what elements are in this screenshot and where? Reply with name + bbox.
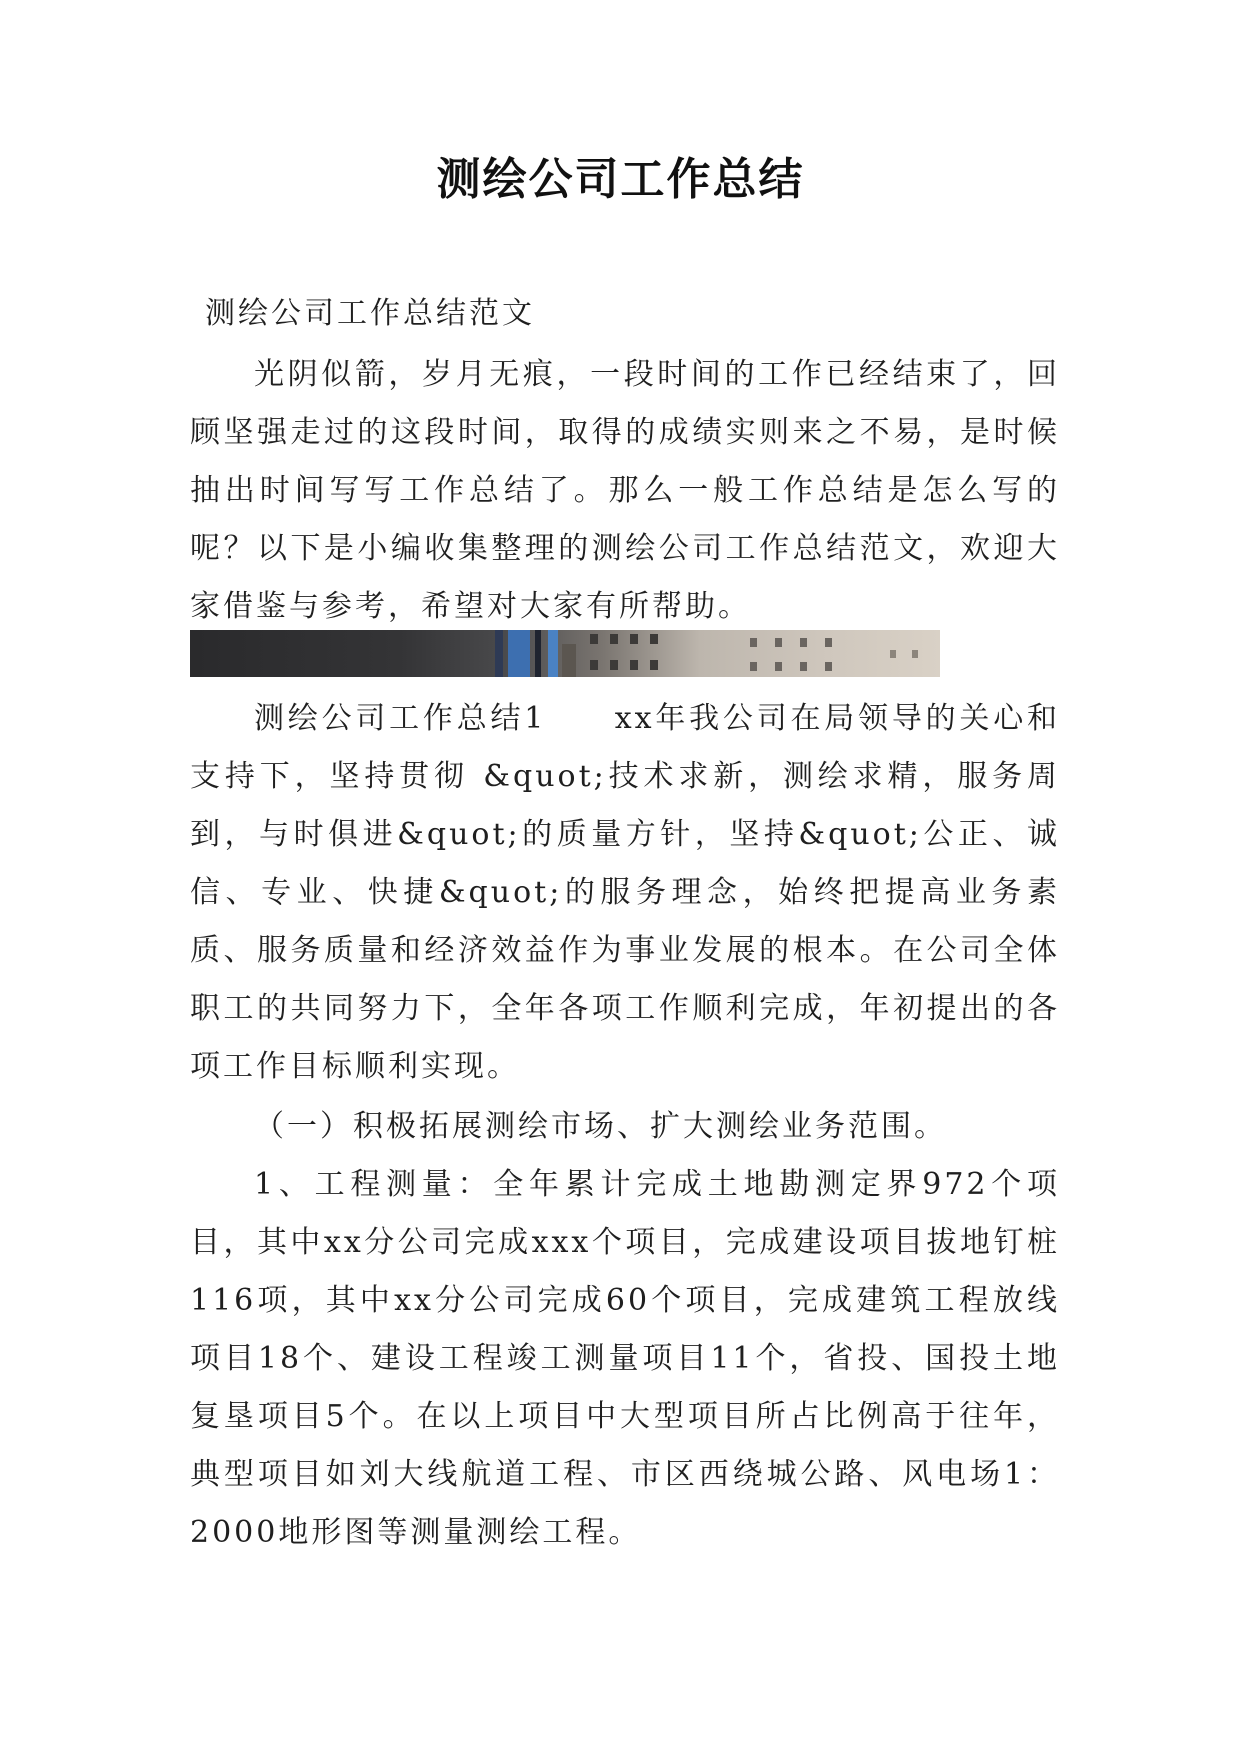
item-paragraph: 1、工程测量：全年累计完成土地勘测定界972个项目，其中xx分公司完成xxx个项目，完成建设项目拔地钉桩116项，其中xx分公司完成60个项目，完成建筑工程放线项目18个、建设工程竣工测量项目11个，省投、国投土地复垦项目5个。在以上项目中大型项目所占比例高于往年，典型项目如刘大线航道工程、市区西绕城公路、风电场1：2000地形图等测量测绘工程。: [190, 1167, 1060, 1550]
section-heading: （一）积极拓展测绘市场、扩大测绘业务范围。: [254, 1109, 947, 1144]
intro-paragraph: 光阴似箭，岁月无痕，一段时间的工作已经结束了，回顾坚强走过的这段时间，取得的成绩实则来之不易，是时候抽出时间写写工作总结了。那么一般工作总结是怎么写的呢？以下是小编收集整理的测绘公司工作总结范文，欢迎大家借鉴与参考，希望对大家有所帮助。: [190, 357, 1060, 624]
section-paragraph: 测绘公司工作总结1 xx年我公司在局领导的关心和支持下，坚持贯彻 &quot;技术求新，测绘求精，服务周到，与时俱进&quot;的质量方针，坚持&quot;公正、诚信、专业、快捷&quot;的服务理念，始终把提高业务素质、服务质量和经济效益作为事业发展的根本。在公司全体职工的共同努力下，全年各项工作顺利完成，年初提出的各项工作目标顺利实现。: [190, 701, 1060, 1084]
document-subtitle: 测绘公司工作总结范文: [205, 296, 535, 331]
document-title: 测绘公司工作总结: [436, 154, 805, 205]
building-photo-strip: [190, 630, 940, 677]
